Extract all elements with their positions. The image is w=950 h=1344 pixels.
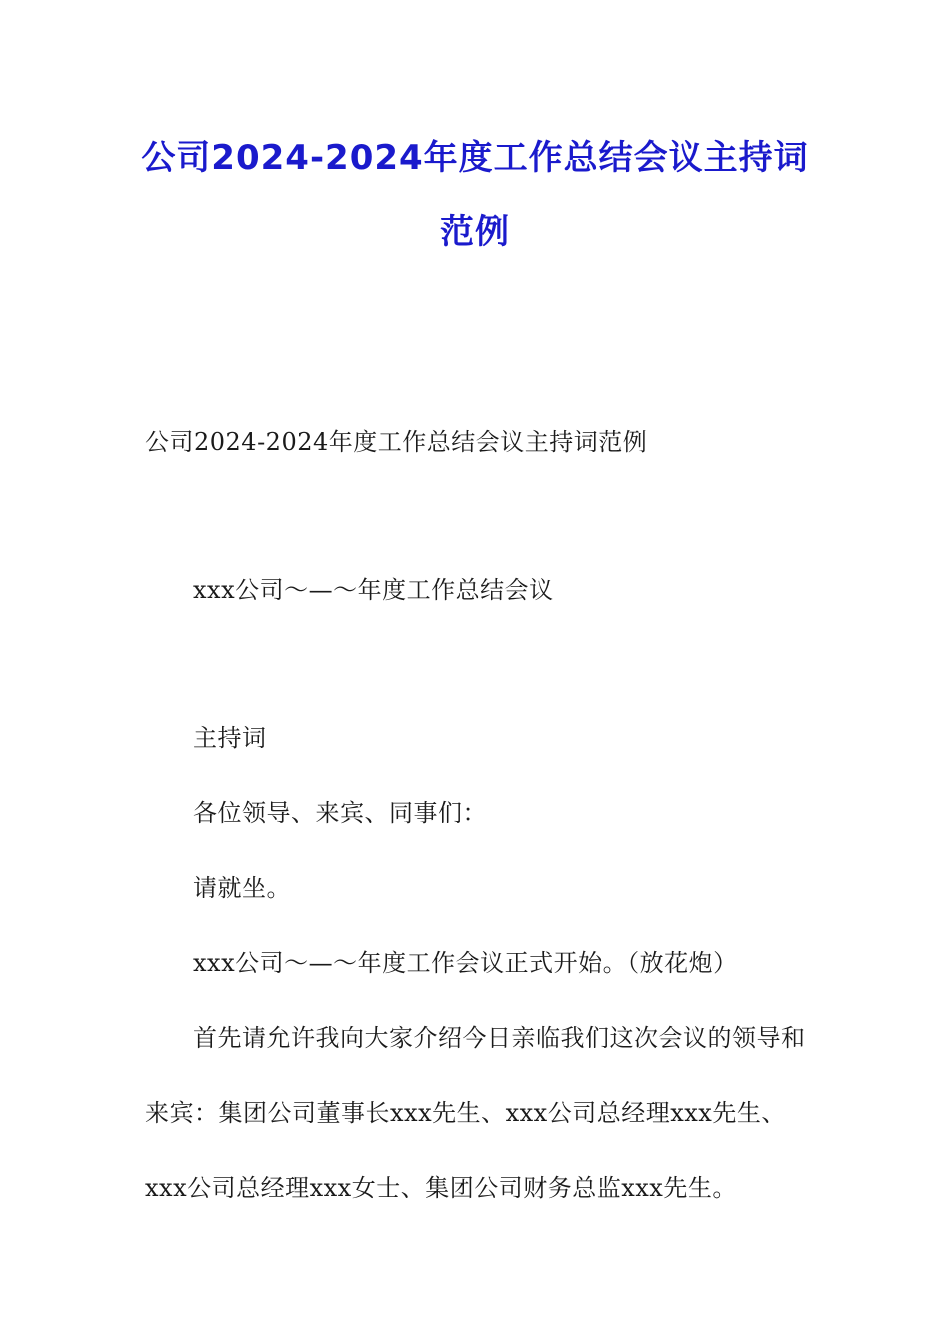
intro-paragraph-line: xxx公司总经理xxx女士、集团公司财务总监xxx先生。 <box>145 1174 737 1202</box>
greeting: 各位领导、来宾、同事们： <box>193 799 487 827</box>
document-title: 公司2024-2024年度工作总结会议主持词 <box>141 138 809 178</box>
host-label: 主持词 <box>193 724 267 752</box>
please-sit: 请就坐。 <box>193 874 291 902</box>
body-heading: 公司2024-2024年度工作总结会议主持词范例 <box>145 428 648 456</box>
intro-paragraph-line: 来宾：集团公司董事长xxx先生、xxx公司总经理xxx先生、 <box>145 1099 786 1127</box>
meeting-name: xxx公司～—～年度工作总结会议 <box>193 576 554 604</box>
meeting-start: xxx公司～—～年度工作会议正式开始。（放花炮） <box>193 949 738 977</box>
intro-paragraph-line: 首先请允许我向大家介绍今日亲临我们这次会议的领导和 <box>193 1024 806 1052</box>
document-title-continued: 范例 <box>440 212 510 252</box>
